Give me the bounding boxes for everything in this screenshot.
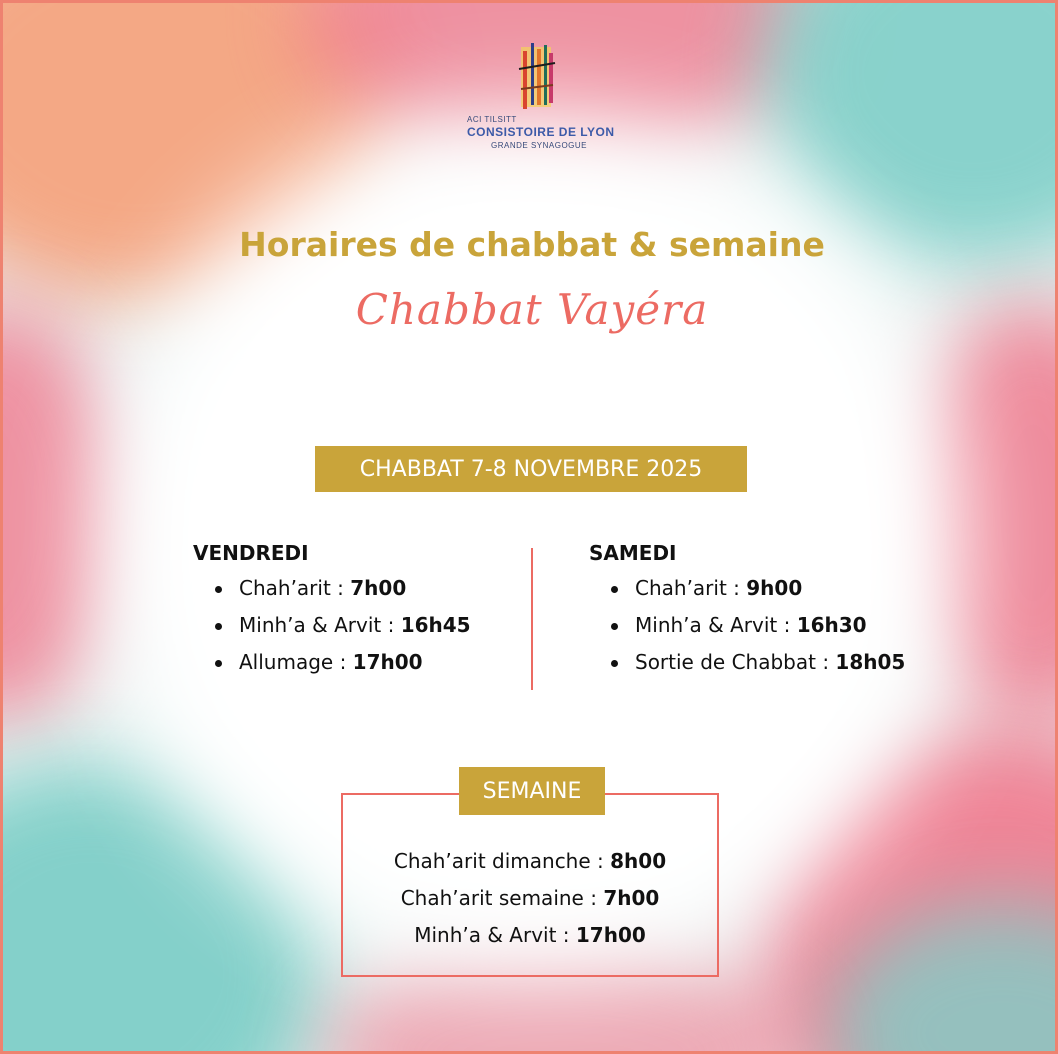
- list-item: [341, 845, 719, 882]
- bullet-icon: [215, 660, 222, 667]
- list-item: [589, 647, 905, 684]
- synagogue-artwork-icon: [515, 39, 559, 117]
- item-label: Minh’a & Arvit :: [239, 613, 401, 637]
- bullet-icon: [611, 586, 618, 593]
- list-item: [589, 610, 905, 647]
- semaine-list: [341, 845, 719, 956]
- item-label: Chah’arit :: [239, 576, 351, 600]
- list-item: [341, 882, 719, 919]
- item-time: 16h45: [400, 613, 471, 637]
- logo-sub-text: GRANDE SYNAGOGUE: [491, 141, 588, 150]
- bullet-icon: [215, 623, 222, 630]
- list-item: [193, 647, 471, 684]
- samedi-heading: SAMEDI: [589, 541, 677, 565]
- bullet-icon: [611, 623, 618, 630]
- item-label: Chah’arit semaine :: [400, 886, 604, 910]
- item-label: Minh’a & Arvit :: [414, 923, 576, 947]
- chabbat-date-badge: CHABBAT 7-8 NOVEMBRE 2025: [315, 446, 747, 492]
- item-label: Chah’arit :: [635, 576, 747, 600]
- item-label: Chah’arit dimanche :: [393, 849, 611, 873]
- item-label: Minh’a & Arvit :: [635, 613, 797, 637]
- bullet-icon: [611, 660, 618, 667]
- bullet-icon: [215, 586, 222, 593]
- logo-small-text: ACI TILSITT: [467, 115, 517, 124]
- item-time: 17h00: [575, 923, 646, 947]
- list-item: [341, 919, 719, 956]
- list-item: [193, 610, 471, 647]
- page-title: Horaires de chabbat & semaine: [239, 225, 825, 264]
- item-time: 7h00: [603, 886, 660, 910]
- item-time: 18h05: [835, 650, 906, 674]
- vendredi-list: [193, 573, 471, 684]
- samedi-column: [589, 541, 905, 684]
- item-label: Allumage :: [239, 650, 353, 674]
- logo-main-text: CONSISTOIRE DE LYON: [467, 125, 615, 139]
- item-time: 7h00: [350, 576, 407, 600]
- column-divider: [531, 548, 533, 690]
- item-time: 16h30: [796, 613, 867, 637]
- parasha-subtitle: Chabbat Vayéra: [355, 285, 709, 334]
- item-time: 8h00: [610, 849, 667, 873]
- item-label: Sortie de Chabbat :: [635, 650, 836, 674]
- samedi-list: [589, 573, 905, 684]
- item-time: 17h00: [352, 650, 423, 674]
- list-item: [589, 573, 905, 610]
- item-time: 9h00: [746, 576, 803, 600]
- semaine-badge: SEMAINE: [459, 767, 605, 815]
- list-item: [193, 573, 471, 610]
- consistoire-logo: [453, 39, 613, 165]
- vendredi-column: [193, 541, 471, 684]
- vendredi-heading: VENDREDI: [193, 541, 309, 565]
